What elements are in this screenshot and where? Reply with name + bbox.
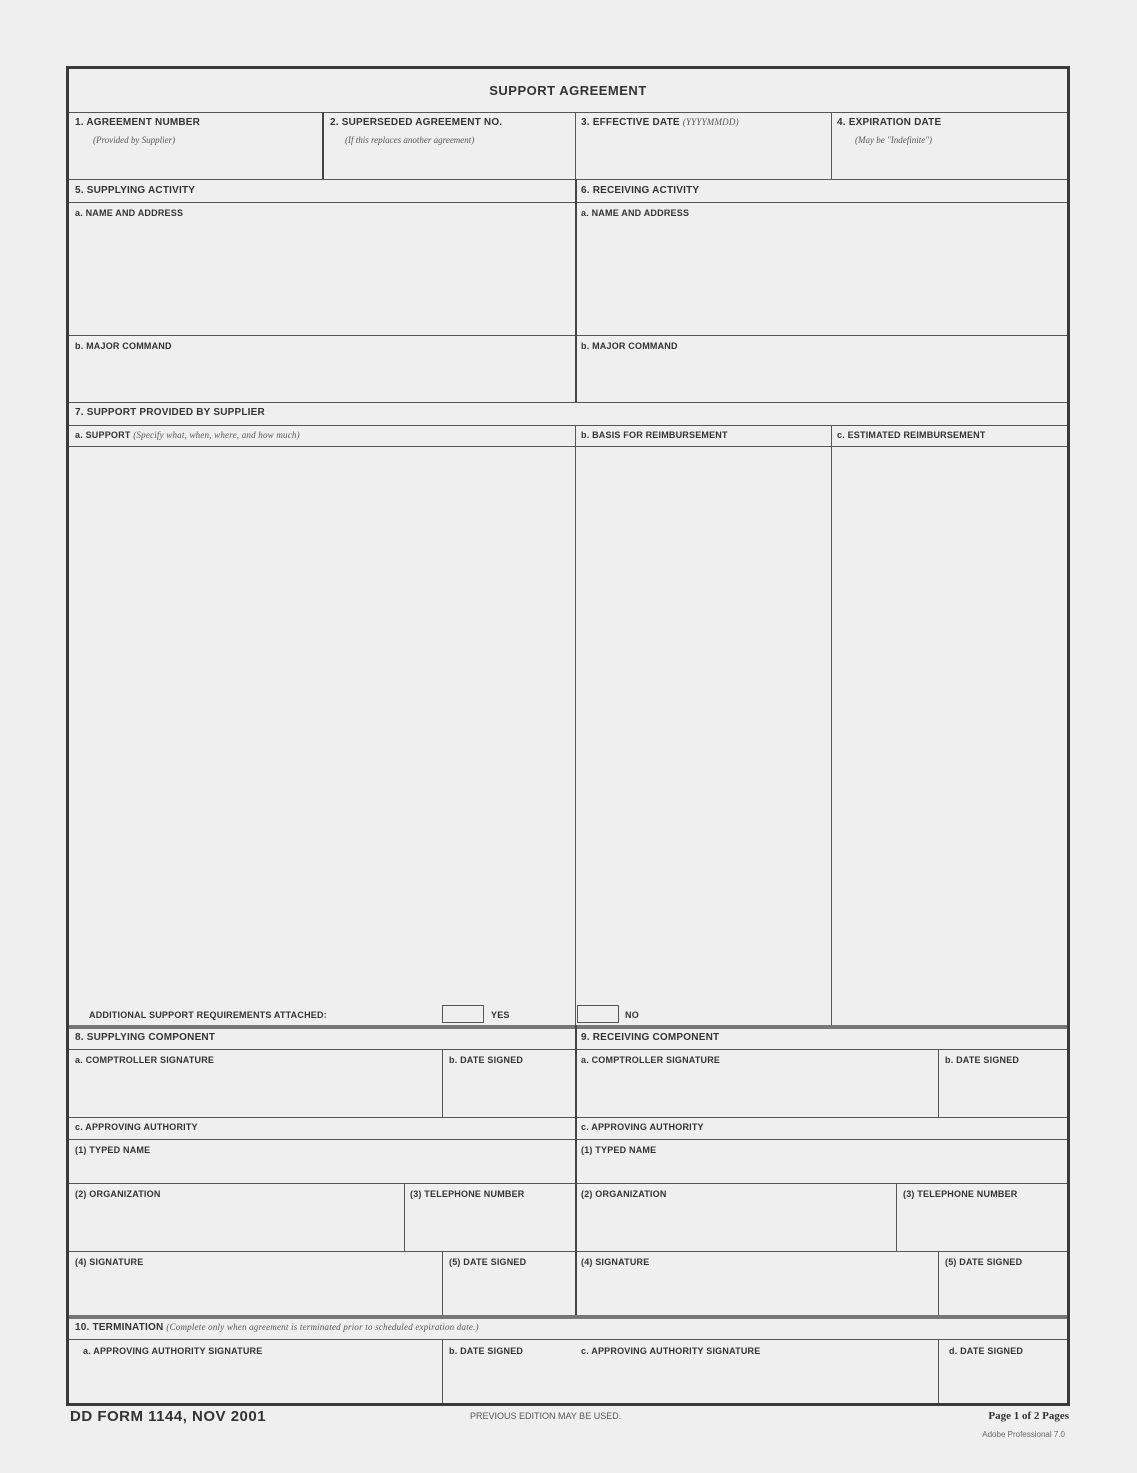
estimated-reimbursement-field[interactable]	[833, 447, 1067, 1023]
receiving-component-label: 9. RECEIVING COMPONENT	[581, 1032, 720, 1043]
rule	[69, 425, 1067, 426]
receiver-signature-label: (4) SIGNATURE	[581, 1257, 650, 1267]
rule	[69, 1025, 1067, 1029]
basis-reimbursement-label: b. BASIS FOR REIMBURSEMENT	[581, 430, 728, 440]
rule	[938, 1339, 939, 1403]
termination-label: 10. TERMINATION (Complete only when agreement is terminated prior to scheduled expiration date.)	[75, 1322, 479, 1333]
yes-checkbox[interactable]	[442, 1005, 484, 1023]
agreement-number-label: 1. AGREEMENT NUMBER	[75, 117, 201, 128]
rule	[69, 1315, 1067, 1319]
no-label: NO	[625, 1010, 639, 1020]
additional-requirements-label: ADDITIONAL SUPPORT REQUIREMENTS ATTACHED:	[89, 1010, 327, 1020]
receiver-approving-authority-label: c. APPROVING AUTHORITY	[581, 1122, 704, 1132]
receiver-typed-name-label: (1) TYPED NAME	[581, 1145, 657, 1155]
estimated-reimbursement-label: c. ESTIMATED REIMBURSEMENT	[837, 430, 986, 440]
receiver-date-signed-label: (5) DATE SIGNED	[945, 1257, 1023, 1267]
rule	[575, 425, 576, 1025]
termination-signature-a-label: a. APPROVING AUTHORITY SIGNATURE	[83, 1346, 263, 1356]
rule	[69, 1117, 1067, 1118]
supplying-component-label: 8. SUPPLYING COMPONENT	[75, 1032, 216, 1043]
supplying-activity-label: 5. SUPPLYING ACTIVITY	[75, 185, 196, 196]
effective-date-label: 3. EFFECTIVE DATE (YYYYMMDD)	[581, 117, 739, 128]
rule	[442, 1049, 443, 1117]
rule	[322, 112, 324, 179]
receiver-comptroller-signature-label: a. COMPTROLLER SIGNATURE	[581, 1055, 721, 1065]
rule	[442, 1251, 443, 1315]
termination-signature-c-label: c. APPROVING AUTHORITY SIGNATURE	[581, 1346, 761, 1356]
support-agreement-form	[66, 66, 1070, 1406]
superseded-agreement-note: (If this replaces another agreement)	[345, 135, 475, 145]
supplier-comptroller-signature-label: a. COMPTROLLER SIGNATURE	[75, 1055, 215, 1065]
supplier-name-address-label: a. NAME AND ADDRESS	[75, 208, 184, 218]
receiver-comptroller-date-label: b. DATE SIGNED	[945, 1055, 1020, 1065]
form-title: SUPPORT AGREEMENT	[489, 83, 647, 98]
rule	[404, 1183, 405, 1251]
receiver-major-command-label: b. MAJOR COMMAND	[581, 341, 678, 351]
rule	[896, 1183, 897, 1251]
basis-reimbursement-field[interactable]	[577, 447, 830, 1023]
support-description-field[interactable]	[69, 447, 574, 1003]
supplier-signature-label: (4) SIGNATURE	[75, 1257, 144, 1267]
receiving-activity-label: 6. RECEIVING ACTIVITY	[581, 185, 700, 196]
expiration-date-label: 4. EXPIRATION DATE	[837, 117, 942, 128]
rule	[69, 402, 1067, 403]
receiver-name-address-field[interactable]	[577, 203, 1067, 334]
rule	[831, 112, 832, 179]
agreement-number-note: (Provided by Supplier)	[93, 135, 176, 145]
superseded-agreement-label: 2. SUPERSEDED AGREEMENT NO.	[330, 117, 503, 128]
supplier-comptroller-date-label: b. DATE SIGNED	[449, 1055, 524, 1065]
supplier-typed-name-label: (1) TYPED NAME	[75, 1145, 151, 1155]
yes-label: YES	[491, 1010, 510, 1020]
previous-edition-note: PREVIOUS EDITION MAY BE USED.	[470, 1411, 622, 1421]
termination-date-d-label: d. DATE SIGNED	[949, 1346, 1024, 1356]
termination-date-b-label: b. DATE SIGNED	[449, 1346, 524, 1356]
supplier-approving-authority-label: c. APPROVING AUTHORITY	[75, 1122, 198, 1132]
no-checkbox[interactable]	[577, 1005, 619, 1023]
support-label: a. SUPPORT (Specify what, when, where, and how much)	[75, 430, 300, 440]
software-note: Adobe Professional 7.0	[982, 1430, 1065, 1439]
form-id: DD FORM 1144, NOV 2001	[70, 1408, 267, 1425]
rule	[69, 179, 1067, 180]
expiration-date-note: (May be "Indefinite")	[855, 135, 933, 145]
supplier-date-signed-label: (5) DATE SIGNED	[449, 1257, 527, 1267]
supplier-major-command-label: b. MAJOR COMMAND	[75, 341, 172, 351]
page-number: Page 1 of 2 Pages	[988, 1410, 1069, 1422]
receiver-telephone-label: (3) TELEPHONE NUMBER	[903, 1189, 1018, 1199]
rule	[442, 1339, 443, 1403]
receiver-name-address-label: a. NAME AND ADDRESS	[581, 208, 690, 218]
supplier-name-address-field[interactable]	[69, 203, 574, 334]
rule	[938, 1049, 939, 1117]
supplier-organization-label: (2) ORGANIZATION	[75, 1189, 161, 1199]
rule	[938, 1251, 939, 1315]
receiver-organization-label: (2) ORGANIZATION	[581, 1189, 667, 1199]
rule	[831, 425, 832, 1025]
supplier-telephone-label: (3) TELEPHONE NUMBER	[410, 1189, 525, 1199]
support-provided-label: 7. SUPPORT PROVIDED BY SUPPLIER	[75, 407, 265, 418]
rule	[575, 112, 576, 179]
